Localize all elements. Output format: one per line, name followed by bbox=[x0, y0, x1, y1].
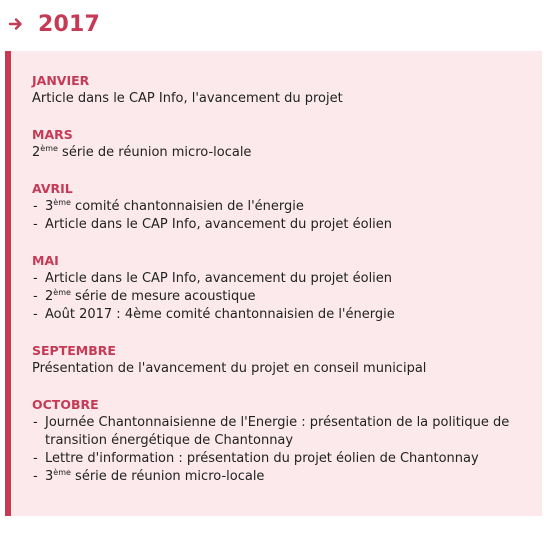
timeline-content bbox=[32, 72, 532, 504]
ordinal-suffix: ème bbox=[53, 198, 71, 207]
list-item: - Journée Chantonnaisienne de l'Energie : présentation de la politique de transition énergétique de Chantonnay bbox=[32, 414, 532, 450]
section-mars bbox=[32, 126, 532, 162]
arrow-right-icon bbox=[5, 13, 27, 35]
entry-text: Présentation de l'avancement du projet en conseil municipal bbox=[32, 361, 427, 376]
entry-text-rest: série de réunion micro-locale bbox=[57, 145, 252, 160]
list-item: - Lettre d'information : présentation du projet éolien de Chantonnay bbox=[32, 450, 532, 468]
ordinal-number: 3 bbox=[45, 199, 54, 214]
month-title: AVRIL bbox=[32, 181, 73, 196]
section-avril bbox=[32, 180, 532, 234]
ordinal-number: 2 bbox=[45, 289, 54, 304]
entry-text-rest: série de réunion micro-locale bbox=[70, 469, 265, 484]
section-octobre bbox=[32, 396, 532, 486]
list-item bbox=[32, 198, 532, 216]
list-item bbox=[32, 288, 532, 306]
year-title: 2017 bbox=[38, 11, 101, 37]
ordinal-number: 2 bbox=[32, 145, 41, 160]
ordinal-number: 3 bbox=[45, 469, 54, 484]
month-title: JANVIER bbox=[32, 73, 90, 88]
entry-text bbox=[32, 144, 532, 162]
ordinal-suffix: ème bbox=[53, 468, 71, 477]
month-title: SEPTEMBRE bbox=[32, 343, 116, 358]
entry-text-rest: comité chantonnaisien de l'énergie bbox=[70, 199, 304, 214]
ordinal-suffix: ème bbox=[53, 288, 71, 297]
month-title: MAI bbox=[32, 253, 59, 268]
section-septembre bbox=[32, 342, 532, 378]
entry-text: Article dans le CAP Info, l'avancement du projet bbox=[32, 91, 343, 106]
list-item: - Article dans le CAP Info, avancement du projet éolien bbox=[32, 216, 532, 234]
section-janvier bbox=[32, 72, 532, 108]
ordinal-suffix: ème bbox=[40, 144, 58, 153]
list-item: - Août 2017 : 4ème comité chantonnaisien de l'énergie bbox=[32, 306, 532, 324]
timeline-panel bbox=[5, 51, 542, 516]
month-title: OCTOBRE bbox=[32, 397, 99, 412]
entry-text-rest: série de mesure acoustique bbox=[70, 289, 256, 304]
list-item bbox=[32, 468, 532, 486]
month-title: MARS bbox=[32, 127, 73, 142]
list-item: - Article dans le CAP Info, avancement du projet éolien bbox=[32, 270, 532, 288]
section-mai bbox=[32, 252, 532, 324]
year-header bbox=[0, 6, 100, 42]
